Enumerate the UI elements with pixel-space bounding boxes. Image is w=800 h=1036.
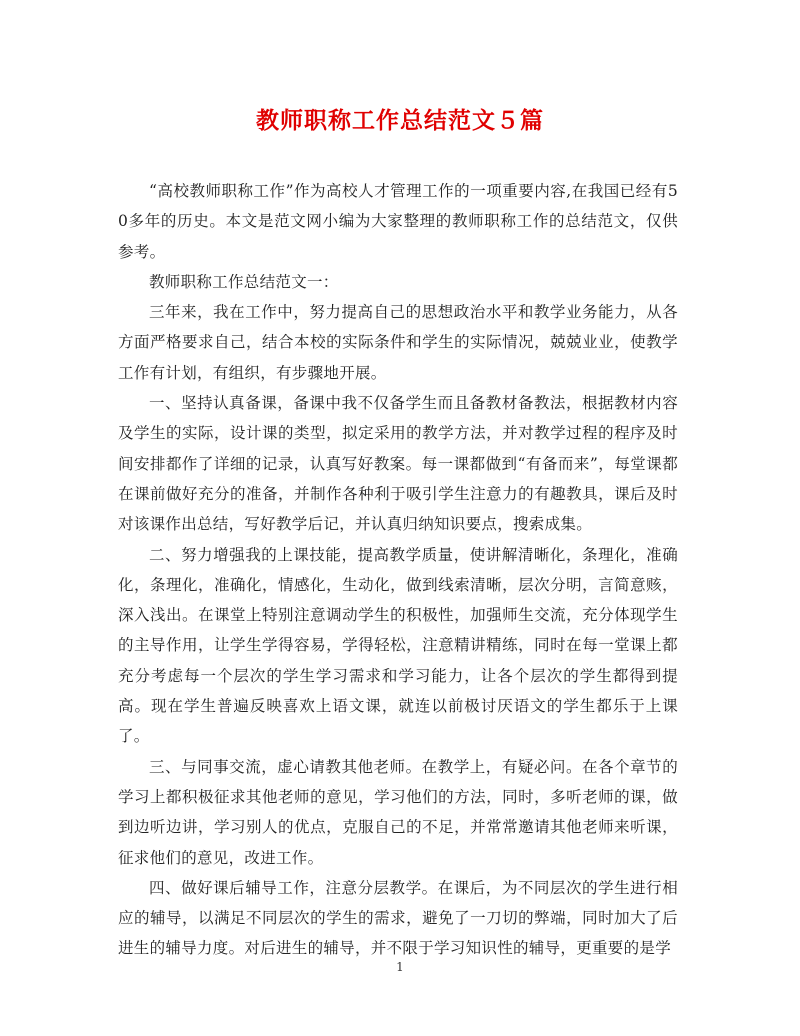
body-paragraph: 三、与同事交流，虚心请教其他老师。在教学上，有疑必问。在各个章节的学习上都积极征求其他老师的意见，学习他们的方法，同时，多听老师的课，做到边听边讲，学习别人的优点，克服自己的不足，并常常邀请其他老师来听课，征求他们的意见，改进工作。 bbox=[118, 757, 678, 867]
body-paragraph: 一、坚持认真备课，备课中我不仅备学生而且备教材备教法，根据教材内容及学生的实际，设计课的类型，拟定采用的教学方法，并对教学过程的程序及时间安排都作了详细的记录，认真写好教案。每一课都做到“有备而来”，每堂课都在课前做好充分的准备，并制作各种利于吸引学生注意力的有趣教具，课后及时对该课作出总结，写好教学后记，并认真归纳知识要点，搜索成集。 bbox=[118, 394, 678, 534]
intro-paragraph: “高校教师职称工作”作为高校人才管理工作的一项重要内容,在我国已经有50多年的历史。本文是范文网小编为大家整理的教师职称工作的总结范文，仅供参考。 bbox=[118, 182, 678, 261]
document-body bbox=[118, 176, 678, 964]
body-paragraph: 二、努力增强我的上课技能，提高教学质量，使讲解清晰化，条理化，准确化，条理化，准确化，情感化，生动化，做到线索清晰，层次分明，言简意赅，深入浅出。在课堂上特别注意调动学生的积极性，加强师生交流，充分体现学生的主导作用，让学生学得容易，学得轻松，注意精讲精练，同时在每一堂课上都充分考虑每一个层次的学生学习需求和学习能力，让各个层次的学生都得到提高。现在学生普遍反映喜欢上语文课，就连以前极讨厌语文的学生都乐于上课了。 bbox=[118, 545, 678, 746]
body-paragraph: 三年来，我在工作中，努力提高自己的思想政治水平和教学业务能力，从各方面严格要求自己，结合本校的实际条件和学生的实际情况，兢兢业业，使教学工作有计划，有组织，有步骤地开展。 bbox=[118, 303, 678, 382]
section-heading: 教师职称工作总结范文一： bbox=[149, 272, 339, 291]
page-number: 1 bbox=[396, 960, 404, 974]
document-title: 教师职称工作总结范文５篇 bbox=[256, 107, 544, 134]
body-paragraph: 四、做好课后辅导工作，注意分层教学。在课后，为不同层次的学生进行相应的辅导，以满足不同层次的学生的需求，避免了一刀切的弊端，同时加大了后进生的辅导力度。对后进生的辅导，并不限于学习知识性的辅导，更重要的是学 bbox=[118, 878, 678, 958]
